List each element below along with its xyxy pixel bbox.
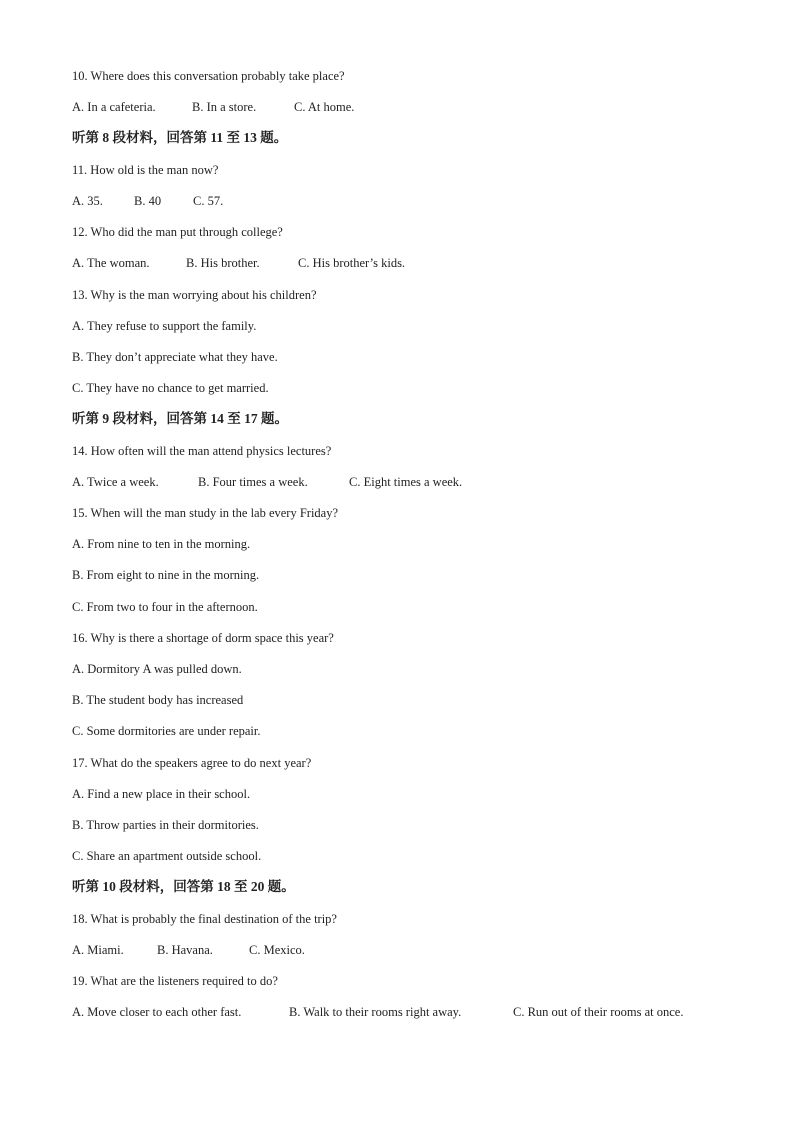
question-13-stem: 13. Why is the man worrying about his children? [72, 288, 317, 302]
section-heading-10: 听第 10 段材料，回答第 18 至 20 题。 [72, 879, 295, 894]
question-15-option-c: C. From two to four in the afternoon. [72, 600, 258, 614]
question-11-options [72, 193, 223, 209]
question-17-option-a: A. Find a new place in their school. [72, 787, 251, 801]
option-b: B. Havana. [157, 943, 213, 957]
option-b: B. 40 [134, 194, 162, 208]
question-14-stem: 14. How often will the man attend physics lectures? [72, 444, 332, 458]
question-16-stem: 16. Why is there a shortage of dorm space this year? [72, 631, 334, 645]
question-16-option-c: C. Some dormitories are under repair. [72, 724, 261, 738]
option-a: A. Miami. [72, 943, 124, 957]
question-12-options [72, 255, 405, 271]
question-13-option-a: A. They refuse to support the family. [72, 319, 257, 333]
option-b: B. Walk to their rooms right away. [289, 1005, 462, 1019]
option-c: C. 57. [193, 194, 224, 208]
option-a: A. Move closer to each other fast. [72, 1005, 242, 1019]
question-19-stem: 19. What are the listeners required to do? [72, 974, 278, 988]
option-c: C. Eight times a week. [349, 475, 463, 489]
question-10-stem: 10. Where does this conversation probably take place? [72, 69, 345, 83]
option-c: C. Run out of their rooms at once. [513, 1005, 684, 1019]
question-11-stem: 11. How old is the man now? [72, 163, 219, 177]
section-heading-8: 听第 8 段材料，回答第 11 至 13 题。 [72, 130, 288, 145]
option-a: A. 35. [72, 194, 103, 208]
option-b: B. Four times a week. [198, 475, 308, 489]
question-19-options [72, 1004, 683, 1020]
option-b: B. His brother. [186, 256, 260, 270]
question-17-option-b: B. Throw parties in their dormitories. [72, 818, 259, 832]
question-13-option-c: C. They have no chance to get married. [72, 381, 269, 395]
question-18-stem: 18. What is probably the final destination of the trip? [72, 912, 337, 926]
question-17-stem: 17. What do the speakers agree to do next year? [72, 756, 312, 770]
question-15-option-a: A. From nine to ten in the morning. [72, 537, 251, 551]
question-12-stem: 12. Who did the man put through college? [72, 225, 283, 239]
question-16-option-a: A. Dormitory A was pulled down. [72, 662, 242, 676]
question-16-option-b: B. The student body has increased [72, 693, 244, 707]
option-c: C. Mexico. [249, 943, 305, 957]
question-10-options [72, 99, 354, 115]
option-a: A. The woman. [72, 256, 150, 270]
question-15-option-b: B. From eight to nine in the morning. [72, 568, 260, 582]
section-heading-9: 听第 9 段材料，回答第 14 至 17 题。 [72, 411, 288, 426]
option-a: A. In a cafeteria. [72, 100, 156, 114]
option-c: C. At home. [294, 100, 355, 114]
question-17-option-c: C. Share an apartment outside school. [72, 849, 262, 863]
question-14-options [72, 474, 462, 490]
option-b: B. In a store. [192, 100, 257, 114]
option-c: C. His brother’s kids. [298, 256, 406, 270]
question-13-option-b: B. They don’t appreciate what they have. [72, 350, 278, 364]
question-15-stem: 15. When will the man study in the lab every Friday? [72, 506, 339, 520]
option-a: A. Twice a week. [72, 475, 159, 489]
question-18-options [72, 942, 305, 958]
